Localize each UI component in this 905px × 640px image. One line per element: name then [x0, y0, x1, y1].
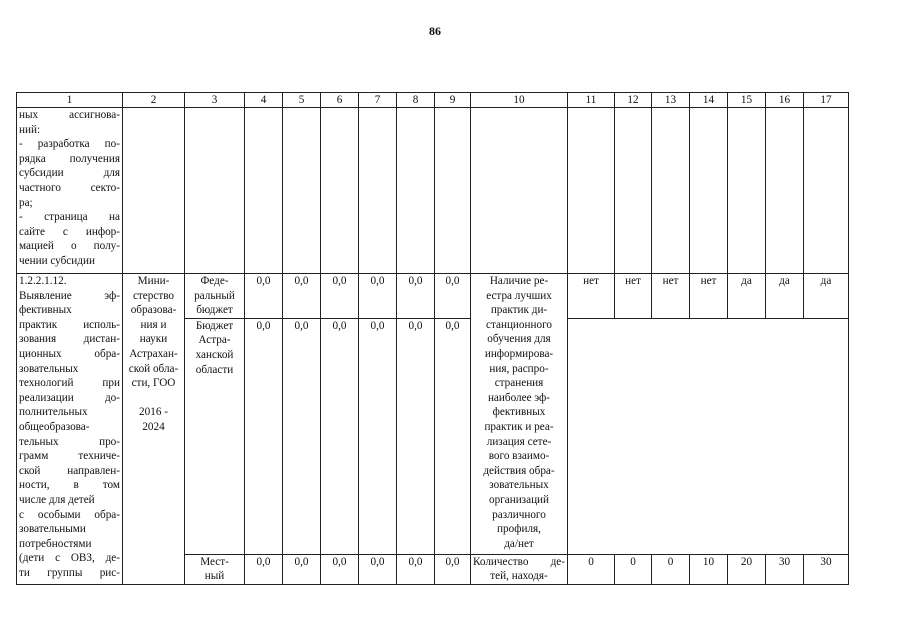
text-line: Феде- — [200, 275, 229, 287]
amount-cell: 0,0 — [283, 318, 321, 554]
empty-cell — [766, 108, 804, 274]
text-line: рядка получения — [19, 152, 120, 165]
header-cell: 15 — [728, 93, 766, 108]
text-line: стерство — [132, 289, 175, 302]
header-cell: 6 — [321, 93, 359, 108]
empty-cell — [397, 108, 435, 274]
table-header-row — [17, 93, 849, 108]
text-line: технологий при — [19, 377, 120, 390]
text-line: ный — [204, 570, 225, 583]
text-line: реализации до- — [19, 391, 120, 404]
executor-cell — [123, 274, 185, 585]
empty-cell — [435, 108, 471, 274]
indicator-value-cell: нет — [568, 274, 615, 319]
amount-cell: 0,0 — [321, 274, 359, 319]
text-line: информирова- — [484, 347, 554, 360]
text-line: практик и реа- — [484, 420, 554, 433]
text-line: фективных — [19, 304, 72, 317]
empty-cell — [245, 108, 283, 274]
text-line: Выявление эф- — [19, 289, 120, 302]
indicator-value-cell: 10 — [690, 554, 728, 584]
funding-source-cell — [185, 554, 245, 584]
text-line: наиболее эф- — [487, 391, 551, 404]
amount-cell: 0,0 — [359, 554, 397, 584]
text-line: области — [195, 363, 234, 376]
text-line: субсидии для — [19, 167, 120, 180]
amount-cell: 0,0 — [435, 554, 471, 584]
text-line: обучения для — [487, 333, 551, 346]
indicator-value-cell: нет — [615, 274, 652, 319]
text-line: Мини- — [137, 275, 170, 287]
text-line: ния, распро- — [489, 362, 549, 375]
text-line: ской направлен- — [19, 464, 120, 477]
amount-cell: 0,0 — [245, 318, 283, 554]
empty-cell — [185, 108, 245, 274]
text-line: лизация сете- — [486, 435, 552, 448]
header-cell: 16 — [766, 93, 804, 108]
text-line: различного — [492, 508, 546, 521]
indicator-value-cell: нет — [690, 274, 728, 319]
indicator-value-cell: да — [804, 274, 849, 319]
header-cell: 7 — [359, 93, 397, 108]
text-line: тельных про- — [19, 435, 120, 448]
carryover-text-cell — [17, 108, 123, 274]
amount-cell: 0,0 — [359, 318, 397, 554]
text-line: - страница на — [19, 211, 120, 224]
empty-cell — [283, 108, 321, 274]
text-line: Астра- — [198, 334, 231, 347]
program-table — [16, 92, 849, 585]
text-line: зовательных — [489, 479, 549, 492]
text-line: да/нет — [504, 537, 534, 550]
text-line: грамм техниче- — [19, 450, 120, 463]
header-cell: 8 — [397, 93, 435, 108]
text-line: ской обла- — [128, 362, 179, 375]
measure-number: 1.2.2.1.12. — [19, 275, 67, 287]
text-line: общеобразова- — [19, 420, 90, 433]
funding-row-federal — [17, 274, 849, 319]
text-line: Наличие ре- — [489, 275, 549, 287]
funding-source-cell — [185, 318, 245, 554]
period-line: 2016 - — [139, 406, 168, 419]
text-line: станционного — [486, 318, 552, 331]
text-line: практик ди- — [490, 304, 548, 317]
indicator-value-cell: 20 — [728, 554, 766, 584]
amount-cell: 0,0 — [245, 554, 283, 584]
text-line — [125, 391, 182, 406]
indicator-value-cell: да — [728, 274, 766, 319]
header-cell: 9 — [435, 93, 471, 108]
text-line: сайте с инфор- — [19, 225, 120, 238]
text-line: вого взаимо- — [488, 450, 550, 463]
text-line: зовательными — [19, 523, 86, 536]
indicator-value-cell: 0 — [652, 554, 690, 584]
text-line: числе для детей — [19, 493, 95, 506]
carryover-row — [17, 108, 849, 274]
amount-cell: 0,0 — [435, 274, 471, 319]
header-cell: 12 — [615, 93, 652, 108]
text-line: ния и — [140, 318, 167, 331]
header-cell: 11 — [568, 93, 615, 108]
text-line: потребностями — [19, 537, 92, 550]
text-line: ти группы рис- — [19, 566, 120, 579]
header-cell: 3 — [185, 93, 245, 108]
text-line: сти, ГОО — [131, 377, 176, 390]
indicator-value-cell: 30 — [804, 554, 849, 584]
indicator-value-cell: нет — [652, 274, 690, 319]
text-line: частного секто- — [19, 181, 120, 194]
text-line: зовательных — [19, 362, 79, 375]
empty-cell — [804, 108, 849, 274]
text-line: странения — [494, 377, 544, 390]
text-line: практик исполь- — [19, 318, 120, 331]
amount-cell: 0,0 — [245, 274, 283, 319]
page-number: 86 — [429, 24, 441, 38]
text-line: организаций — [488, 493, 550, 506]
text-line: профиля, — [497, 523, 541, 536]
text-line: чении субсидии — [19, 254, 95, 267]
text-line: науки — [139, 333, 168, 346]
empty-cell — [728, 108, 766, 274]
indicator-name-cell — [471, 274, 568, 555]
amount-cell: 0,0 — [397, 274, 435, 319]
amount-cell: 0,0 — [359, 274, 397, 319]
text-line: ности, в том — [19, 479, 120, 492]
text-line: образова- — [130, 304, 177, 317]
period-line: 2024 — [142, 420, 165, 433]
indicator-value-cell: 0 — [615, 554, 652, 584]
amount-cell: 0,0 — [321, 554, 359, 584]
text-line: естра лучших — [486, 289, 552, 302]
empty-cell — [471, 108, 568, 274]
text-line: ра; — [19, 196, 33, 209]
indicator-value-cell: да — [766, 274, 804, 319]
amount-cell: 0,0 — [283, 554, 321, 584]
indicator-continuation-cell — [568, 318, 849, 554]
empty-cell — [690, 108, 728, 274]
header-cell: 10 — [471, 93, 568, 108]
header-cell: 4 — [245, 93, 283, 108]
empty-cell — [359, 108, 397, 274]
text-line: мацией о полу- — [19, 240, 120, 253]
text-line: Астрахан- — [129, 347, 178, 360]
text-line: полнительных — [19, 406, 88, 419]
indicator-name-cell — [471, 554, 568, 584]
header-cell: 1 — [17, 93, 123, 108]
text-line: фективных — [492, 406, 546, 419]
text-line: Бюджет — [195, 319, 234, 332]
text-line: ных ассигнова- — [19, 109, 120, 121]
funding-source-cell — [185, 274, 245, 319]
indicator-value-cell: 0 — [568, 554, 615, 584]
header-cell: 13 — [652, 93, 690, 108]
amount-cell: 0,0 — [397, 318, 435, 554]
header-cell: 2 — [123, 93, 185, 108]
text-line: ционных обра- — [19, 347, 120, 360]
text-line: ханской — [195, 348, 234, 361]
empty-cell — [123, 108, 185, 274]
empty-cell — [568, 108, 615, 274]
text-line: бюджет — [196, 304, 233, 317]
empty-cell — [321, 108, 359, 274]
amount-cell: 0,0 — [397, 554, 435, 584]
text-line: - разработка по- — [19, 138, 120, 151]
text-line: тей, находя- — [490, 570, 548, 583]
text-line: Мест- — [200, 555, 229, 568]
text-line: ральный — [194, 289, 235, 302]
indicator-value-cell: 30 — [766, 554, 804, 584]
amount-cell: 0,0 — [283, 274, 321, 319]
empty-cell — [652, 108, 690, 274]
amount-cell: 0,0 — [435, 318, 471, 554]
empty-cell — [615, 108, 652, 274]
amount-cell: 0,0 — [321, 318, 359, 554]
text-line: Количество де- — [473, 555, 565, 568]
header-cell: 14 — [690, 93, 728, 108]
measure-name-cell — [17, 274, 123, 585]
text-line: с особыми обра- — [19, 508, 120, 521]
text-line: (дети с ОВЗ, де- — [19, 552, 120, 565]
text-line: ний: — [19, 123, 41, 136]
header-cell: 5 — [283, 93, 321, 108]
text-line: зования дистан- — [19, 333, 120, 346]
text-line: действия обра- — [483, 464, 555, 477]
header-cell: 17 — [804, 93, 849, 108]
